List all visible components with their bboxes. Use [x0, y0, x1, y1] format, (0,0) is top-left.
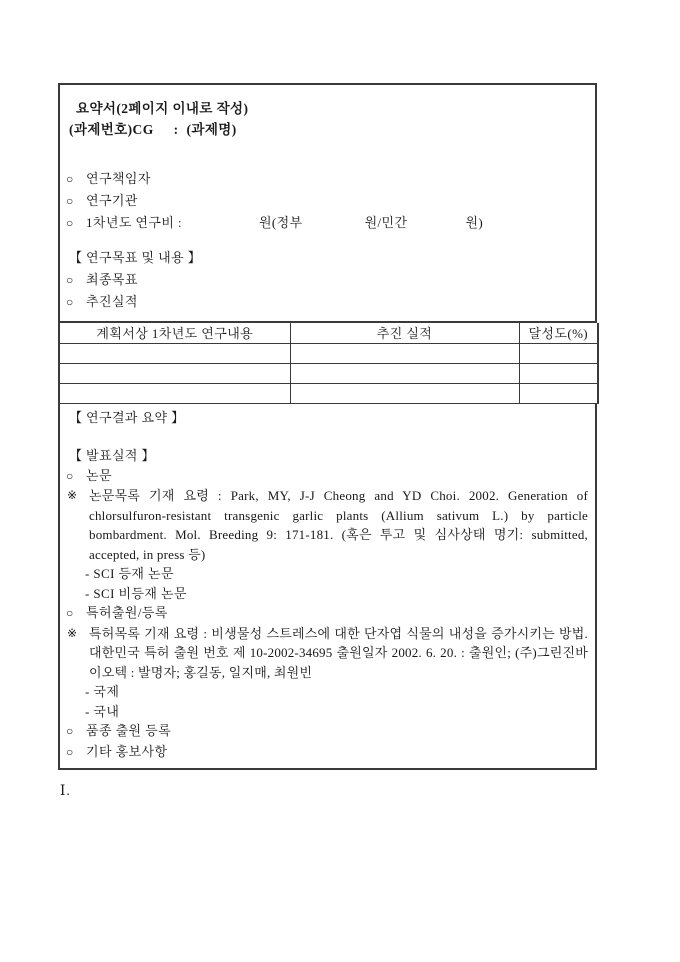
bullet-item-principal-investigator — [64, 168, 587, 190]
dash-item-domestic: - 국내 — [85, 703, 120, 719]
table-cell — [519, 343, 598, 363]
column-header-achievement: 추진 실적 — [290, 323, 519, 343]
table-cell — [59, 383, 290, 403]
budget-government-label: 원(정부 — [258, 215, 303, 230]
reference-mark-icon: ※ — [67, 625, 78, 640]
spacer — [64, 234, 587, 247]
bullet-label: 특허출원/등록 — [86, 605, 168, 620]
circle-bullet-icon: ○ — [66, 273, 74, 287]
column-header-planned-content: 계획서상 1차년도 연구내용 — [59, 323, 290, 343]
bullet-item-research-institute — [64, 190, 587, 212]
column-header-completion-rate: 달성도(%) — [519, 323, 598, 343]
project-name-label: (과제명) — [186, 122, 237, 137]
table-row — [59, 343, 598, 363]
results-box — [58, 404, 597, 770]
circle-bullet-icon: ○ — [66, 724, 74, 738]
bullet-label: 추진실적 — [86, 294, 138, 309]
table-cell — [290, 383, 519, 403]
bullet-item-patent — [64, 603, 588, 624]
bullet-label: 품종 출원 등록 — [86, 723, 172, 738]
page-section-numeral: Ⅰ. — [60, 783, 71, 798]
section-heading-publications: 【 발표실적 】 — [69, 447, 155, 463]
bullet-label: 최종목표 — [86, 272, 138, 287]
circle-bullet-icon: ○ — [66, 468, 74, 483]
circle-bullet-icon: ○ — [66, 216, 74, 230]
table-cell — [290, 343, 519, 363]
table-cell — [290, 363, 519, 383]
table-cell — [59, 343, 290, 363]
progress-table — [58, 323, 599, 404]
project-colon: : — [173, 122, 179, 137]
summary-header-box — [58, 83, 597, 323]
budget-private-label: 원/민간 — [364, 215, 408, 230]
note-paper-list-guideline — [64, 486, 588, 564]
section-heading-goals: 【 연구목표 및 내용 】 — [69, 250, 202, 265]
table-row — [59, 363, 598, 383]
form-title: 요약서(2페이지 이내로 작성) — [76, 101, 249, 116]
table-header-row — [59, 323, 598, 343]
circle-bullet-icon: ○ — [66, 295, 74, 309]
circle-bullet-icon: ○ — [66, 606, 74, 620]
dash-item-sci-unlisted: - SCI 비등재 논문 — [85, 585, 187, 601]
note-text: 논문목록 기재 요령 : Park, MY, J-J Cheong and YD Choi. 2002. Generation of chlorsulfuron-resistant transgenic garlic plants (Allium sativum L.) by particle bombardment. Mol. Breeding 9: 171-181. (혹은 투고 및 심사상태 명기: submitted, accepted, in press 등) — [89, 488, 588, 562]
budget-close-label: 원) — [465, 215, 484, 230]
project-number-label: (과제번호)CG — [69, 122, 154, 137]
bullet-label: 연구책임자 — [86, 171, 151, 186]
circle-bullet-icon: ○ — [66, 194, 74, 208]
note-text: 특허목록 기재 요령 : 비생물성 스트레스에 대한 단자엽 식물의 내성을 증가시키는 방법. 대한민국 특허 출원 번호 제 10-2002-34695 출원일자 2002. 6. 20. : 출원인; (주)그린진바이오텍 : 발명자; 홍길동, 일지매, 최원빈 — [89, 625, 588, 680]
bullet-label: 기타 홍보사항 — [86, 743, 168, 759]
bullet-item-final-goal — [64, 269, 587, 291]
bullet-item-variety-registration — [64, 721, 588, 742]
bullet-item-other-publicity — [64, 742, 588, 763]
bullet-item-first-year-budget — [64, 212, 587, 234]
spacer — [64, 140, 587, 168]
budget-label: 1차년도 연구비 : — [86, 215, 182, 230]
bullet-label: 연구기관 — [86, 193, 138, 208]
section-heading-result-summary: 【 연구결과 요약 】 — [69, 409, 185, 425]
bullet-item-papers — [64, 466, 588, 487]
note-patent-list-guideline — [64, 624, 588, 683]
table-cell — [519, 363, 598, 383]
table-cell — [59, 363, 290, 383]
table-row — [59, 383, 598, 403]
project-number-line — [69, 119, 587, 140]
bullet-label: 논문 — [86, 467, 112, 483]
circle-bullet-icon: ○ — [66, 744, 74, 759]
circle-bullet-icon: ○ — [66, 172, 74, 186]
table-cell — [519, 383, 598, 403]
bullet-item-progress — [64, 291, 587, 313]
dash-item-sci-listed: - SCI 등재 논문 — [85, 566, 174, 581]
summary-form — [58, 83, 597, 770]
reference-mark-icon: ※ — [67, 488, 78, 502]
dash-item-international: - 국제 — [85, 684, 120, 699]
